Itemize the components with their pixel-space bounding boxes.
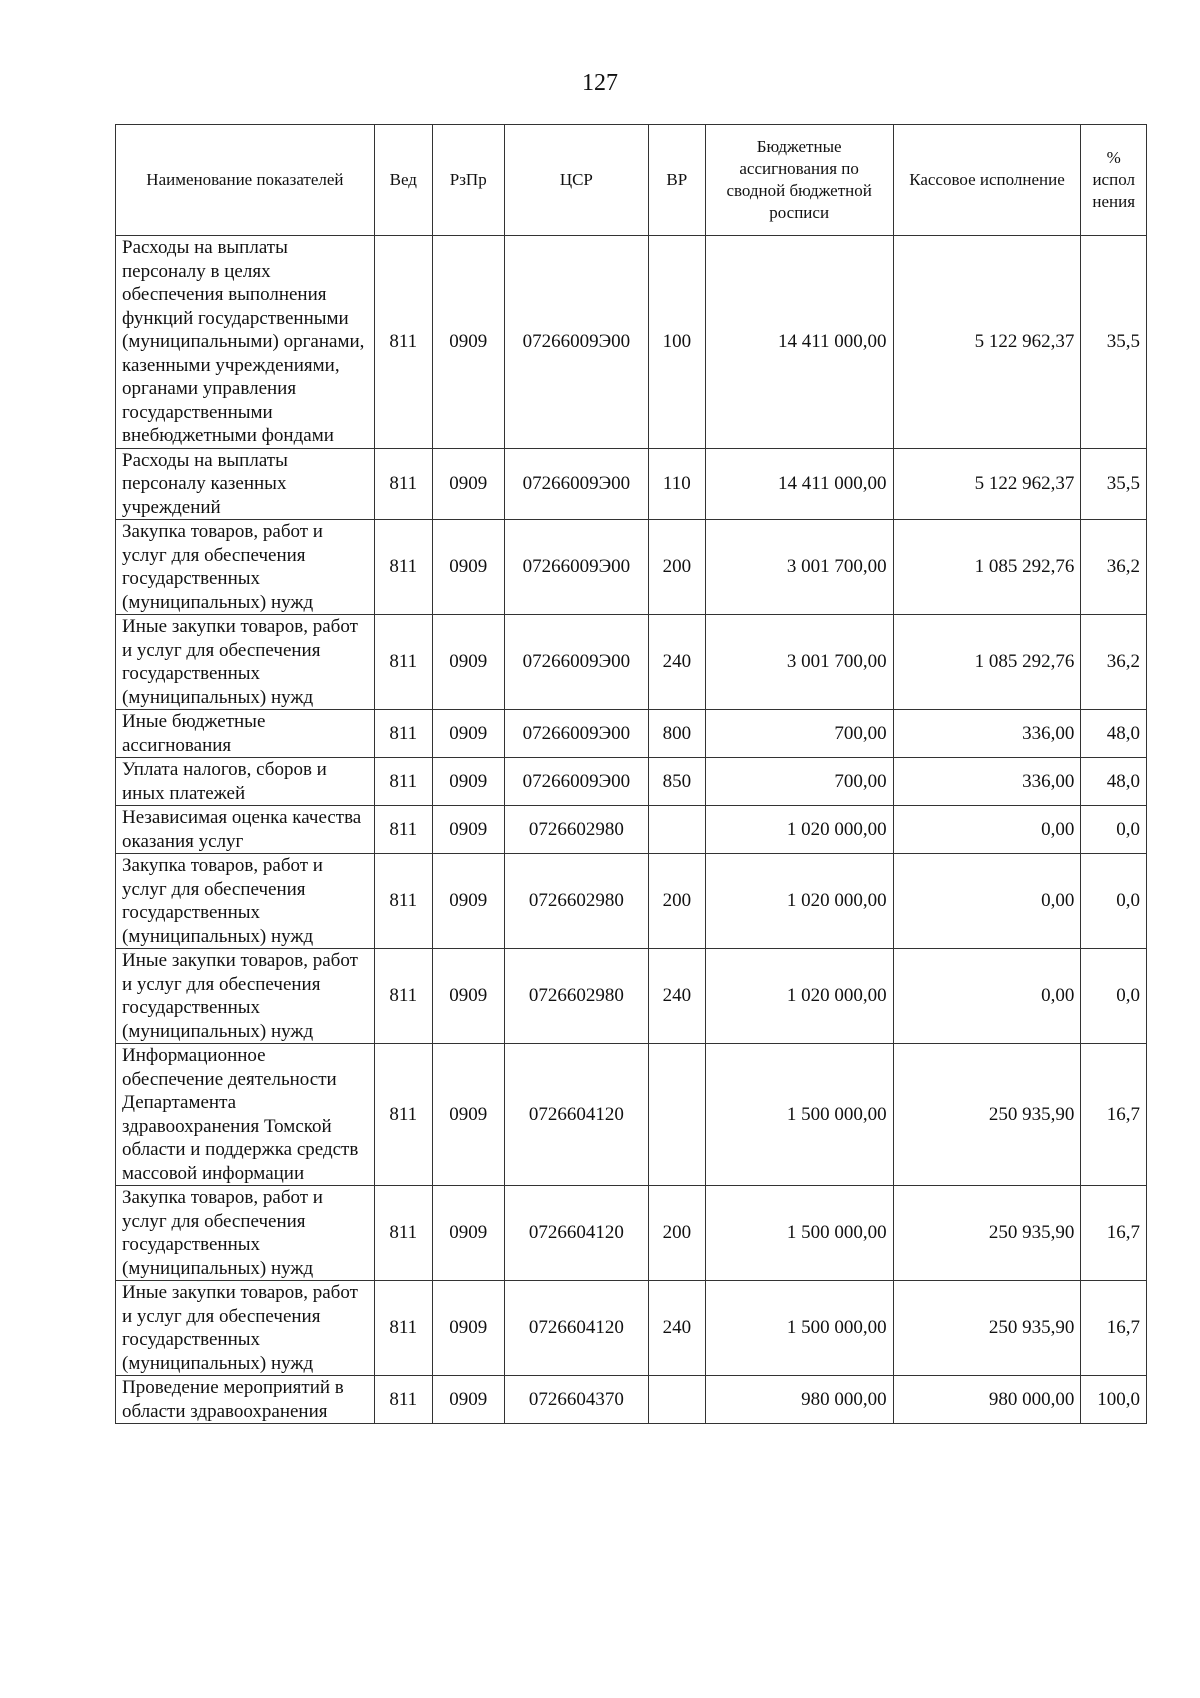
cell-cash: 1 085 292,76: [893, 615, 1081, 710]
header-budget: Бюджетные ассигнования по сводной бюджетной росписи: [705, 125, 893, 236]
cell-rzpr: 0909: [432, 1044, 504, 1186]
cell-rzpr: 0909: [432, 806, 504, 854]
cell-ved: 811: [374, 236, 432, 449]
cell-pct: 16,7: [1081, 1281, 1147, 1376]
table-row: [116, 236, 1147, 449]
cell-budget: 1 020 000,00: [705, 806, 893, 854]
cell-cash: 0,00: [893, 806, 1081, 854]
cell-vr: [648, 1044, 705, 1186]
cell-budget: 3 001 700,00: [705, 520, 893, 615]
cell-rzpr: 0909: [432, 854, 504, 949]
header-pct: % испол нения: [1081, 125, 1147, 236]
cell-cash: 980 000,00: [893, 1376, 1081, 1424]
cell-ved: 811: [374, 615, 432, 710]
table-row: [116, 1186, 1147, 1281]
cell-cash: 336,00: [893, 710, 1081, 758]
cell-name: Информационное обеспечение деятельности Департамента здравоохранения Томской области и поддержка средств массовой информации: [116, 1044, 375, 1186]
cell-vr: 240: [648, 1281, 705, 1376]
cell-ved: 811: [374, 520, 432, 615]
cell-vr: 200: [648, 520, 705, 615]
cell-budget: 1 500 000,00: [705, 1044, 893, 1186]
cell-budget: 1 500 000,00: [705, 1281, 893, 1376]
cell-rzpr: 0909: [432, 520, 504, 615]
cell-budget: 14 411 000,00: [705, 448, 893, 520]
cell-rzpr: 0909: [432, 1186, 504, 1281]
cell-ved: 811: [374, 1186, 432, 1281]
table-row: [116, 1044, 1147, 1186]
cell-budget: 3 001 700,00: [705, 615, 893, 710]
cell-csr: 0726602980: [504, 806, 648, 854]
cell-csr: 07266009Э00: [504, 520, 648, 615]
cell-csr: 07266009Э00: [504, 710, 648, 758]
table-row: [116, 758, 1147, 806]
cell-csr: 07266009Э00: [504, 236, 648, 449]
table-row: [116, 520, 1147, 615]
cell-pct: 48,0: [1081, 710, 1147, 758]
table-row: [116, 949, 1147, 1044]
page-number: 127: [582, 70, 618, 96]
cell-pct: 36,2: [1081, 615, 1147, 710]
cell-vr: 200: [648, 1186, 705, 1281]
cell-pct: 16,7: [1081, 1044, 1147, 1186]
cell-budget: 1 020 000,00: [705, 854, 893, 949]
cell-pct: 48,0: [1081, 758, 1147, 806]
table-header-row: [116, 125, 1147, 236]
cell-rzpr: 0909: [432, 758, 504, 806]
cell-cash: 5 122 962,37: [893, 448, 1081, 520]
cell-pct: 35,5: [1081, 448, 1147, 520]
cell-vr: 240: [648, 615, 705, 710]
cell-name: Независимая оценка качества оказания услуг: [116, 806, 375, 854]
cell-rzpr: 0909: [432, 1281, 504, 1376]
cell-rzpr: 0909: [432, 615, 504, 710]
cell-ved: 811: [374, 806, 432, 854]
cell-csr: 0726602980: [504, 854, 648, 949]
header-csr: ЦСР: [504, 125, 648, 236]
cell-name: Закупка товаров, работ и услуг для обеспечения государственных (муниципальных) нужд: [116, 520, 375, 615]
cell-ved: 811: [374, 448, 432, 520]
cell-pct: 35,5: [1081, 236, 1147, 449]
table-row: [116, 1281, 1147, 1376]
cell-ved: 811: [374, 949, 432, 1044]
table-row: [116, 1376, 1147, 1424]
table-body: [116, 236, 1147, 1424]
cell-budget: 1 020 000,00: [705, 949, 893, 1044]
cell-rzpr: 0909: [432, 448, 504, 520]
cell-csr: 07266009Э00: [504, 758, 648, 806]
cell-csr: 0726604120: [504, 1044, 648, 1186]
cell-cash: 1 085 292,76: [893, 520, 1081, 615]
cell-cash: 336,00: [893, 758, 1081, 806]
cell-budget: 980 000,00: [705, 1376, 893, 1424]
cell-vr: [648, 1376, 705, 1424]
cell-pct: 100,0: [1081, 1376, 1147, 1424]
cell-ved: 811: [374, 854, 432, 949]
cell-name: Расходы на выплаты персоналу в целях обеспечения выполнения функций государственными (муниципальными) органами, казенными учреждениями, органами управления государственными внебюджетными фондами: [116, 236, 375, 449]
table-row: [116, 615, 1147, 710]
cell-ved: 811: [374, 1376, 432, 1424]
cell-budget: 700,00: [705, 710, 893, 758]
table-row: [116, 710, 1147, 758]
cell-name: Закупка товаров, работ и услуг для обеспечения государственных (муниципальных) нужд: [116, 1186, 375, 1281]
cell-rzpr: 0909: [432, 949, 504, 1044]
cell-cash: 0,00: [893, 949, 1081, 1044]
cell-vr: 240: [648, 949, 705, 1044]
cell-ved: 811: [374, 710, 432, 758]
cell-name: Расходы на выплаты персоналу казенных учреждений: [116, 448, 375, 520]
cell-vr: 200: [648, 854, 705, 949]
cell-budget: 14 411 000,00: [705, 236, 893, 449]
cell-ved: 811: [374, 1281, 432, 1376]
cell-cash: 250 935,90: [893, 1044, 1081, 1186]
cell-vr: 110: [648, 448, 705, 520]
cell-pct: 16,7: [1081, 1186, 1147, 1281]
cell-csr: 07266009Э00: [504, 448, 648, 520]
header-cash: Кассовое исполнение: [893, 125, 1081, 236]
cell-name: Иные бюджетные ассигнования: [116, 710, 375, 758]
cell-name: Уплата налогов, сборов и иных платежей: [116, 758, 375, 806]
cell-rzpr: 0909: [432, 1376, 504, 1424]
cell-vr: 100: [648, 236, 705, 449]
cell-budget: 1 500 000,00: [705, 1186, 893, 1281]
cell-cash: 0,00: [893, 854, 1081, 949]
cell-rzpr: 0909: [432, 236, 504, 449]
cell-vr: [648, 806, 705, 854]
cell-rzpr: 0909: [432, 710, 504, 758]
header-vr: ВР: [648, 125, 705, 236]
cell-cash: 5 122 962,37: [893, 236, 1081, 449]
cell-vr: 800: [648, 710, 705, 758]
cell-name: Иные закупки товаров, работ и услуг для обеспечения государственных (муниципальных) нужд: [116, 949, 375, 1044]
cell-name: Иные закупки товаров, работ и услуг для обеспечения государственных (муниципальных) нужд: [116, 615, 375, 710]
cell-csr: 07266009Э00: [504, 615, 648, 710]
cell-pct: 36,2: [1081, 520, 1147, 615]
cell-name: Иные закупки товаров, работ и услуг для обеспечения государственных (муниципальных) нужд: [116, 1281, 375, 1376]
cell-csr: 0726604120: [504, 1186, 648, 1281]
cell-cash: 250 935,90: [893, 1281, 1081, 1376]
header-rzpr: РзПр: [432, 125, 504, 236]
header-name: Наименование показателей: [116, 125, 375, 236]
cell-name: Закупка товаров, работ и услуг для обеспечения государственных (муниципальных) нужд: [116, 854, 375, 949]
cell-pct: 0,0: [1081, 854, 1147, 949]
cell-name: Проведение мероприятий в области здравоохранения: [116, 1376, 375, 1424]
cell-budget: 700,00: [705, 758, 893, 806]
cell-pct: 0,0: [1081, 949, 1147, 1044]
header-ved: Вед: [374, 125, 432, 236]
cell-csr: 0726604120: [504, 1281, 648, 1376]
table-row: [116, 448, 1147, 520]
cell-csr: 0726602980: [504, 949, 648, 1044]
budget-execution-table: [115, 124, 1147, 1424]
table-row: [116, 854, 1147, 949]
cell-pct: 0,0: [1081, 806, 1147, 854]
cell-ved: 811: [374, 1044, 432, 1186]
cell-vr: 850: [648, 758, 705, 806]
cell-csr: 0726604370: [504, 1376, 648, 1424]
cell-cash: 250 935,90: [893, 1186, 1081, 1281]
cell-ved: 811: [374, 758, 432, 806]
table-row: [116, 806, 1147, 854]
